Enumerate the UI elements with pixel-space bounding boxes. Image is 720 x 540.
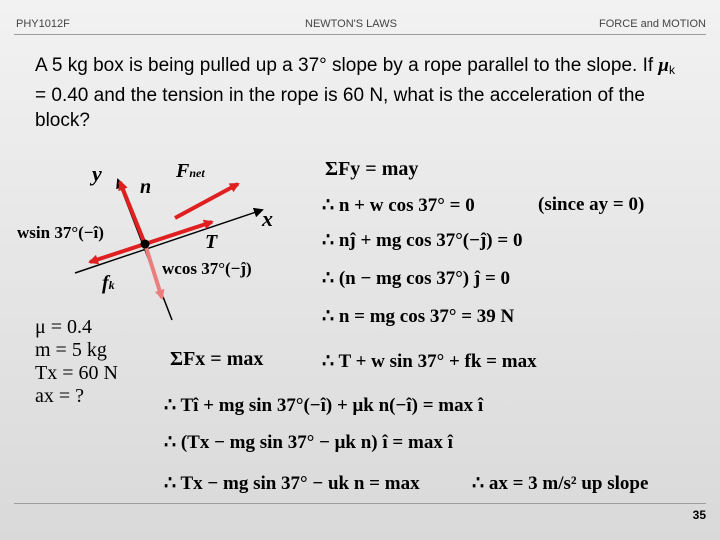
friction-symbol: f xyxy=(102,272,109,294)
net-force-label xyxy=(176,160,205,183)
mu-subscript: k xyxy=(668,63,675,77)
net-force-subscript: net xyxy=(189,166,205,180)
mu-symbol: μ xyxy=(658,55,669,76)
eq-x-step2: ∴ Tî + mg sin 37°(−î) + μk n(−î) = max î xyxy=(164,395,484,416)
eq-y-step3: ∴ (n − mg cos 37°) ĵ = 0 xyxy=(322,268,511,289)
footer-divider xyxy=(14,503,706,504)
given-acceleration: ax = ? xyxy=(35,385,85,407)
given-values xyxy=(35,316,118,408)
given-mass: m = 5 kg xyxy=(35,339,107,361)
eq-x-sum: ΣFx = max xyxy=(170,348,264,370)
wcos-component-label: wcos 37°(−ĵ) xyxy=(162,259,252,278)
net-force-symbol: F xyxy=(176,160,190,182)
eq-x-step4: ∴ Tx − mg sin 37° − uk n = max xyxy=(164,473,420,494)
eq-y-result: ∴ n = mg cos 37° = 39 N xyxy=(322,306,515,327)
course-code: PHY1012F xyxy=(16,18,70,30)
eq-y-step2: ∴ nĵ + mg cos 37°(−ĵ) = 0 xyxy=(322,230,523,251)
eq-y-since: (since ay = 0) xyxy=(538,194,645,215)
wcos-arrow xyxy=(145,244,162,298)
eq-y-sum: ΣFy = may xyxy=(325,158,419,180)
box-dot xyxy=(141,240,150,249)
tension-label: T xyxy=(205,231,218,253)
tension-arrow xyxy=(145,222,212,244)
x-axis-label: x xyxy=(262,206,273,231)
eq-x-step3: ∴ (Tx − mg sin 37° − μk n) î = max î xyxy=(164,432,453,453)
eq-y-step1: ∴ n + w cos 37° = 0 xyxy=(322,195,475,216)
normal-force-label: n xyxy=(140,176,152,198)
chapter-title: NEWTON'S LAWS xyxy=(305,18,397,30)
friction-label xyxy=(102,272,115,295)
net-force-arrow xyxy=(175,184,238,218)
wsin-component-label: wsin 37°(−î) xyxy=(17,223,104,242)
page-number: 35 xyxy=(692,508,706,522)
eq-x-step1: ∴ T + w sin 37° + fk = max xyxy=(322,351,537,372)
problem-text-1: A 5 kg box is being pulled up a 37° slope by a rope parallel to the slope. If xyxy=(35,55,659,76)
eq-x-result: ∴ ax = 3 m/s² up slope xyxy=(472,473,649,494)
y-axis-label: y xyxy=(92,161,102,186)
given-mu: μ = 0.4 xyxy=(35,316,93,338)
problem-text-2: = 0.40 and the tension in the rope is 60 N, what is the acceleration of the block? xyxy=(35,85,645,131)
friction-subscript: k xyxy=(108,278,115,292)
given-tension: Tx = 60 N xyxy=(35,362,118,384)
section-title: FORCE and MOTION xyxy=(599,18,706,30)
